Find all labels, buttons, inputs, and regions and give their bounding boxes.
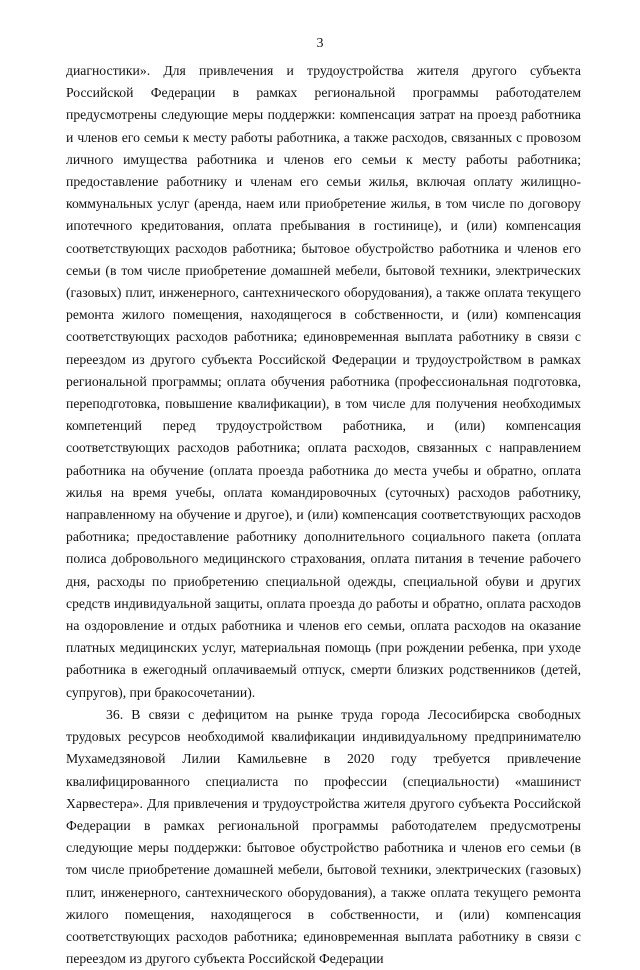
page-number: 3	[316, 36, 324, 51]
paragraph-item-36: 36. В связи с дефицитом на рынке труда города Лесосибирска свободных трудовых ресурсов необходимой квалификации индивидуальному предпринимателю Мухамедзяновой Лилии Камильевне в 2020 году требуется привлечение квалифицированного специалиста по профессии (специальности) «машинист Харвестера». Для привлечения и трудоустройства жителя другого субъекта Российской Федерации в рамках региональной программы работодателем предусмотрены следующие меры поддержки: бытовое обустройство работника и членов его семьи (в том числе приобретение домашней мебели, бытовой техники, электрических (газовых) плит, инженерного, сантехнического оборудования), а также оплата текущего ремонта жилого помещения, находящегося в собственности, и (или) компенсация соответствующих расходов работника; единовременная выплата работнику в связи с переездом из другого субъекта Российской Федерации	[66, 706, 581, 967]
paragraph-continuation: диагностики». Для привлечения и трудоустройства жителя другого субъекта Российской Федерации в рамках региональной программы работодателем предусмотрены следующие меры поддержки: компенсация затрат на проезд работника и членов его семьи к месту работы работника, а также расходов, связанных с провозом личного имущества работника и членов его семьи к месту работы работника; предоставление работнику и членам его семьи жилья, включая оплату жилищно-коммунальных услуг (аренда, наем или приобретение жилья, в том числе по договору ипотечного кредитования, оплата пребывания в гостинице), и (или) компенсация соответствующих расходов работника; бытовое обустройство работника и членов его семьи (в том числе приобретение домашней мебели, бытовой техники, электрических (газовых) плит, инженерного, сантехнического оборудования), а также оплата текущего ремонта жилого помещения, находящегося в собственности, и (или) компенсация соответствующих расходов работника; единовременная выплата работнику в связи с переездом из другого субъекта Российской Федерации и трудоустройством в рамках региональной программы; оплата обучения работника (профессиональная подготовка, переподготовка, повышение квалификации), в том числе для получения необходимых компетенций перед трудоустройством работника, и (или) компенсация соответствующих расходов работника; оплата расходов, связанных с направлением работника на обучение (оплата проезда работника до места учебы и обратно, оплата жилья на время учебы, оплата командировочных (суточных) расходов работнику, направленному на обучение и другое), и (или) компенсация соответствующих расходов работника; предоставление работнику дополнительного социального пакета (оплата полиса добровольного медицинского страхования, оплата питания в течение рабочего дня, расходы по приобретению специальной одежды, специальной обуви и других средств индивидуальной защиты, оплата проезда до работы и обратно, оплата расходов на оздоровление и отдых работника и членов его семьи, оплата расходов на оказание платных медицинских услуг, материальная помощь (при рождении ребенка, при уходе работника в ежегодный оплачиваемый отпуск, смерти близких родственников (детей, супругов), при бракосочетании).	[66, 63, 581, 700]
document-body	[66, 60, 581, 970]
